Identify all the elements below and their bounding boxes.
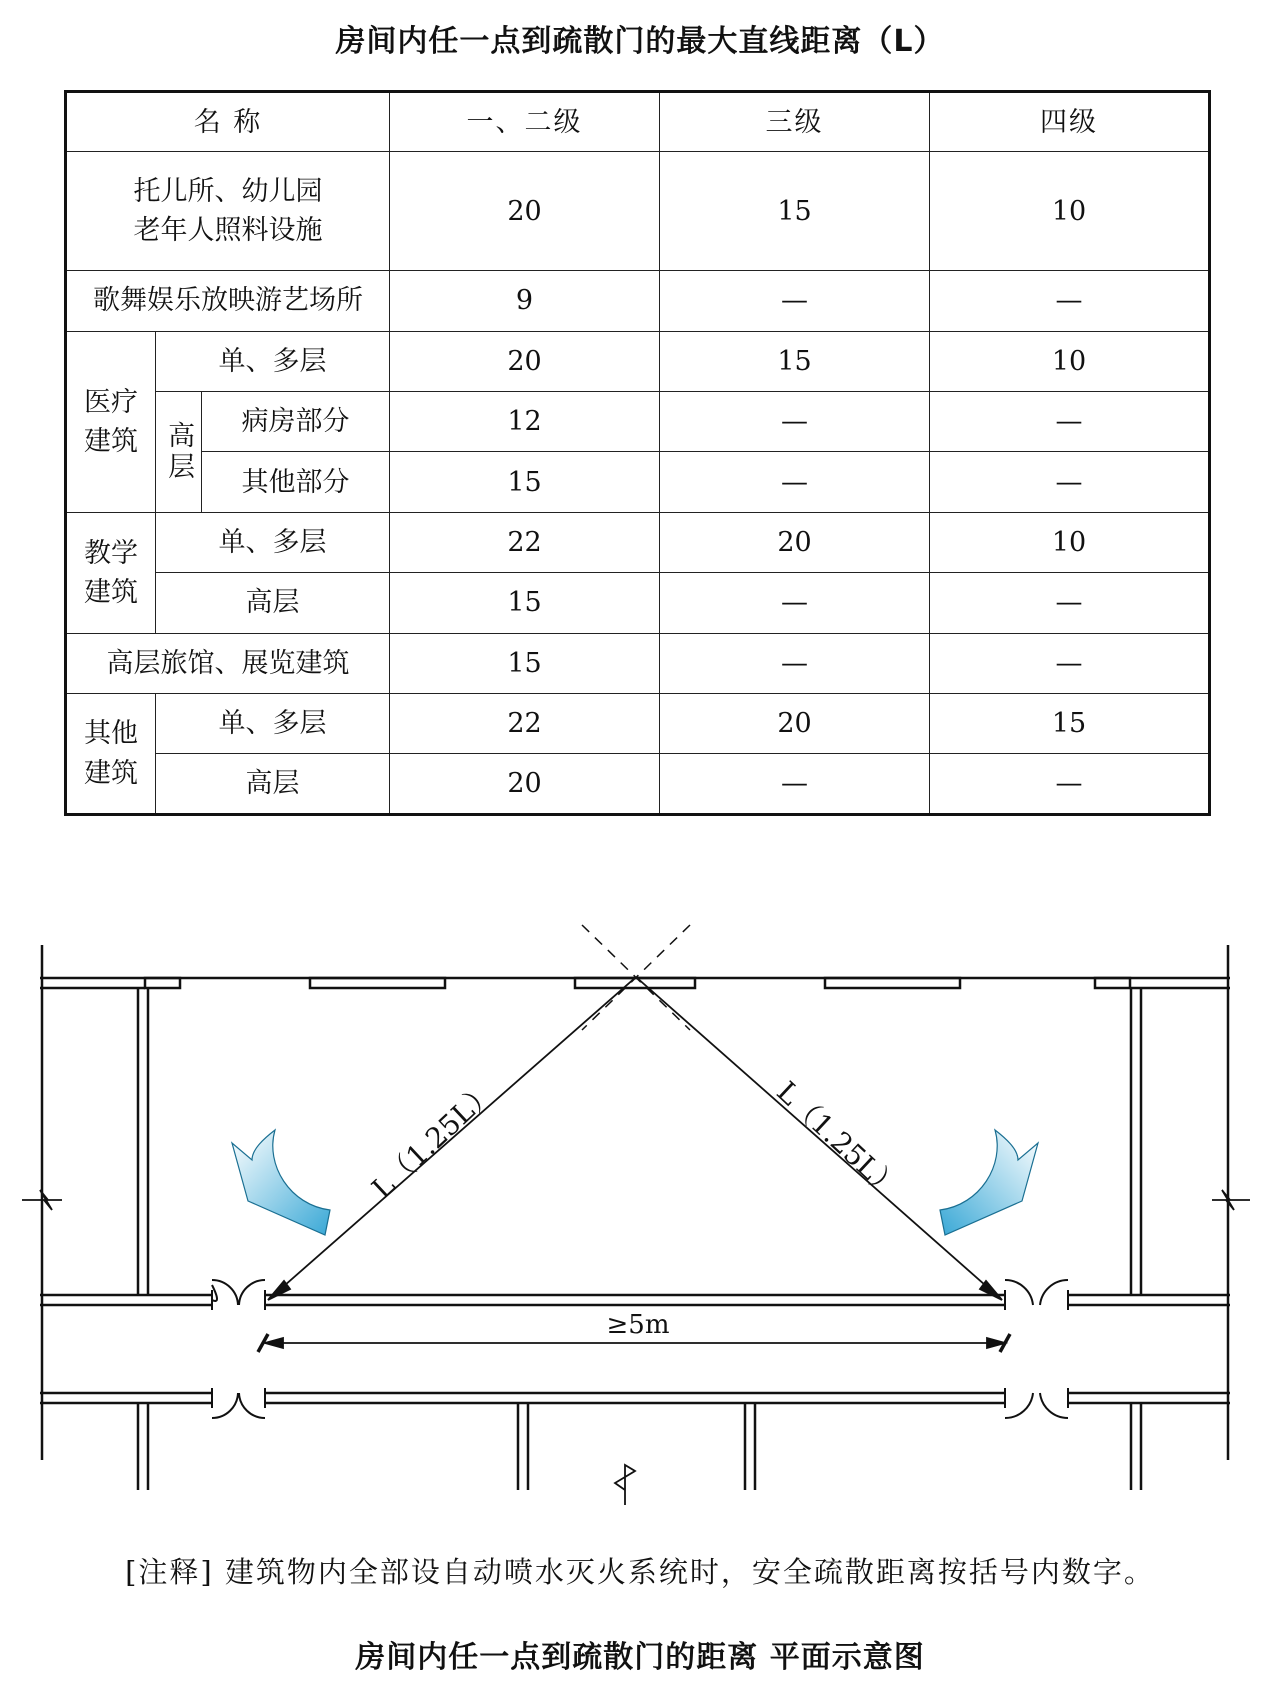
cell-value: 10 — [930, 152, 1210, 271]
note-text: [注释] 建筑物内全部设自动喷水灭火系统时，安全疏散距离按括号内数字。 — [125, 1555, 1155, 1589]
cell-value: 15 — [660, 331, 930, 391]
cell-value: — — [660, 392, 930, 452]
table-row — [66, 152, 1210, 271]
table-row — [66, 694, 1210, 754]
window — [310, 978, 445, 988]
row-sublabel: 其他部分 — [202, 452, 390, 512]
cell-value: 22 — [390, 694, 660, 754]
row-sublabel: 高层 — [156, 754, 390, 815]
window — [1095, 978, 1130, 988]
door-right — [1005, 1280, 1068, 1418]
row-sublabel: 单、多层 — [156, 331, 390, 391]
table-header-row — [66, 92, 1210, 152]
cell-value: 15 — [930, 694, 1210, 754]
cell-value: 22 — [390, 512, 660, 572]
cell-value: — — [660, 633, 930, 693]
page-title: 房间内任一点到疏散门的最大直线距离（L） — [335, 24, 945, 59]
cell-value: — — [660, 573, 930, 633]
cell-value: 10 — [930, 512, 1210, 572]
cell-value: — — [930, 392, 1210, 452]
min-distance-label: ≥5m — [606, 1310, 670, 1340]
header-grade-3: 三级 — [660, 92, 930, 152]
cell-value: — — [930, 271, 1210, 331]
header-grade-1-2: 一、二级 — [390, 92, 660, 152]
row-label-hotel: 高层旅馆、展览建筑 — [66, 633, 390, 693]
table-row — [66, 512, 1210, 572]
header-name: 名 称 — [66, 92, 390, 152]
cell-value: — — [660, 754, 930, 815]
right-distance-label: L（1.25L） — [770, 1074, 907, 1206]
cell-value: — — [930, 573, 1210, 633]
cell-value: — — [930, 754, 1210, 815]
break-marks — [22, 1190, 1250, 1505]
row-group-teaching — [66, 512, 156, 633]
cell-value: 20 — [390, 754, 660, 815]
row-sublabel: 单、多层 — [156, 694, 390, 754]
row-label-entertainment: 歌舞娱乐放映游艺场所 — [66, 271, 390, 331]
row-group-label: 其他建筑 — [84, 718, 138, 789]
cell-value: 10 — [930, 331, 1210, 391]
cell-value: 15 — [390, 633, 660, 693]
row-sublabel: 单、多层 — [156, 512, 390, 572]
row-group-label: 教学建筑 — [84, 537, 138, 608]
cell-value: 20 — [390, 331, 660, 391]
cell-value: 15 — [390, 573, 660, 633]
cell-value: — — [930, 452, 1210, 512]
left-distance-label: L（1.25L） — [365, 1074, 502, 1206]
walls — [40, 945, 1230, 1490]
cell-value: 15 — [390, 452, 660, 512]
table-row — [66, 573, 1210, 633]
table-row — [66, 633, 1210, 693]
row-group-label: 医疗建筑 — [84, 386, 138, 457]
table-row — [66, 331, 1210, 391]
door-left — [212, 1280, 265, 1418]
table-row — [66, 271, 1210, 331]
row-sublabel: 高层 — [156, 573, 390, 633]
evacuation-arrow-left-icon — [232, 1130, 330, 1235]
table-row — [66, 392, 1210, 452]
table-row — [66, 754, 1210, 815]
cell-value: 9 — [390, 271, 660, 331]
row-sublabel-highrise: 高层 — [156, 392, 202, 513]
header-grade-4: 四级 — [930, 92, 1210, 152]
window — [145, 978, 180, 988]
diagram-caption: 房间内任一点到疏散门的距离 平面示意图 — [355, 1640, 925, 1675]
row-group-medical — [66, 331, 156, 512]
cell-value: 20 — [660, 512, 930, 572]
table-row — [66, 452, 1210, 512]
cell-value: 12 — [390, 392, 660, 452]
row-sublabel: 病房部分 — [202, 392, 390, 452]
window — [825, 978, 960, 988]
row-group-other — [66, 694, 156, 815]
evacuation-arrow-right-icon — [940, 1130, 1038, 1235]
cell-value: 20 — [390, 152, 660, 271]
floor-plan-diagram — [0, 905, 1280, 1525]
distance-table — [64, 90, 1211, 816]
row-label-nursery: 托儿所、幼儿园 老年人照料设施 — [66, 152, 390, 271]
cell-value: — — [930, 633, 1210, 693]
cell-value: 15 — [660, 152, 930, 271]
cell-value: — — [660, 271, 930, 331]
cell-value: — — [660, 452, 930, 512]
cell-value: 20 — [660, 694, 930, 754]
